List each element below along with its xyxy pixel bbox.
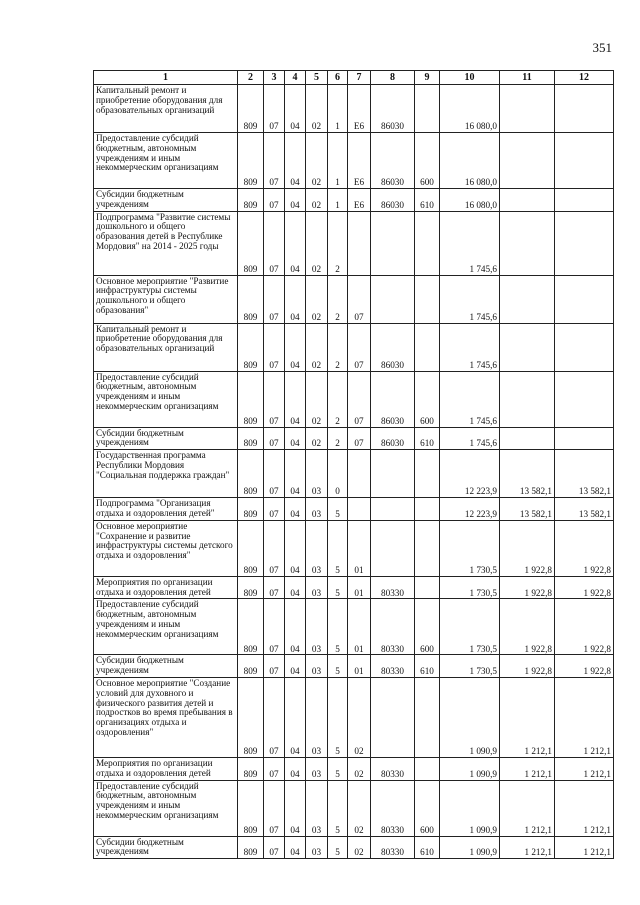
cell-col-12: 13 582,1 <box>555 498 614 521</box>
cell-col-6: 1 <box>328 85 348 133</box>
table-body <box>94 85 614 859</box>
cell-col-6: 1 <box>328 133 348 189</box>
table-row <box>94 450 614 498</box>
cell-col-8: 80330 <box>371 757 415 780</box>
cell-col-10: 1 745,6 <box>440 371 500 427</box>
cell-col-8: 86030 <box>371 427 415 450</box>
cell-col-11: 13 582,1 <box>500 498 555 521</box>
cell-col-2: 809 <box>238 189 264 212</box>
row-label: Основное мероприятие "Сохранение и развитие инфраструктуры системы детского отдыха и оздоровления" <box>94 520 238 576</box>
cell-col-7: Е6 <box>348 189 371 212</box>
cell-col-9: 600 <box>415 780 440 836</box>
cell-col-2: 809 <box>238 520 264 576</box>
cell-col-12 <box>555 275 614 323</box>
cell-col-7: 01 <box>348 655 371 678</box>
table-row <box>94 189 614 212</box>
cell-col-2: 809 <box>238 371 264 427</box>
cell-col-3: 07 <box>264 655 285 678</box>
cell-col-8 <box>371 520 415 576</box>
cell-col-8 <box>371 677 415 757</box>
cell-col-12 <box>555 323 614 371</box>
cell-col-5: 03 <box>306 520 328 576</box>
cell-col-2: 809 <box>238 133 264 189</box>
cell-col-12: 1 212,1 <box>555 677 614 757</box>
row-label: Предоставление субсидий бюджетным, автономным учреждениям и иным некоммерческим организациям <box>94 133 238 189</box>
cell-col-2: 809 <box>238 836 264 859</box>
row-label: Основное мероприятие "Создание условий для духовного и физического развития детей и подростков во время пребывания в организациях отдыха и оздоровления" <box>94 677 238 757</box>
cell-col-5: 02 <box>306 371 328 427</box>
cell-col-12: 1 212,1 <box>555 836 614 859</box>
table-row <box>94 85 614 133</box>
cell-col-7: 01 <box>348 576 371 599</box>
cell-col-5: 02 <box>306 189 328 212</box>
cell-col-6: 1 <box>328 189 348 212</box>
cell-col-9: 600 <box>415 133 440 189</box>
cell-col-7: 02 <box>348 757 371 780</box>
cell-col-7: 02 <box>348 677 371 757</box>
cell-col-9: 600 <box>415 371 440 427</box>
cell-col-3: 07 <box>264 85 285 133</box>
table-header-row <box>94 71 614 85</box>
cell-col-12 <box>555 427 614 450</box>
cell-col-8: 86030 <box>371 85 415 133</box>
cell-col-4: 04 <box>285 189 306 212</box>
cell-col-7: 07 <box>348 371 371 427</box>
cell-col-2: 809 <box>238 498 264 521</box>
table-row <box>94 427 614 450</box>
cell-col-7 <box>348 211 371 275</box>
cell-col-5: 03 <box>306 655 328 678</box>
cell-col-6: 2 <box>328 323 348 371</box>
table-row <box>94 599 614 655</box>
cell-col-10: 16 080,0 <box>440 189 500 212</box>
cell-col-7: 07 <box>348 427 371 450</box>
cell-col-6: 5 <box>328 599 348 655</box>
cell-col-4: 04 <box>285 133 306 189</box>
row-label: Мероприятия по организации отдыха и оздоровления детей <box>94 576 238 599</box>
cell-col-4: 04 <box>285 498 306 521</box>
column-header: 2 <box>238 71 264 85</box>
cell-col-11 <box>500 275 555 323</box>
column-header: 1 <box>94 71 238 85</box>
column-header: 5 <box>306 71 328 85</box>
cell-col-11: 1 922,8 <box>500 599 555 655</box>
cell-col-11 <box>500 133 555 189</box>
cell-col-3: 07 <box>264 836 285 859</box>
cell-col-10: 1 730,5 <box>440 520 500 576</box>
cell-col-9: 610 <box>415 836 440 859</box>
cell-col-4: 04 <box>285 323 306 371</box>
cell-col-9 <box>415 211 440 275</box>
column-header: 6 <box>328 71 348 85</box>
row-label: Предоставление субсидий бюджетным, автономным учреждениям и иным некоммерческим организациям <box>94 780 238 836</box>
cell-col-11: 1 212,1 <box>500 836 555 859</box>
cell-col-8 <box>371 450 415 498</box>
cell-col-10: 16 080,0 <box>440 133 500 189</box>
cell-col-5: 03 <box>306 498 328 521</box>
cell-col-9 <box>415 85 440 133</box>
cell-col-10: 1 090,9 <box>440 757 500 780</box>
row-label: Мероприятия по организации отдыха и оздоровления детей <box>94 757 238 780</box>
table-row <box>94 677 614 757</box>
row-label: Капитальный ремонт и приобретение оборудования для образовательных организаций <box>94 323 238 371</box>
cell-col-5: 02 <box>306 323 328 371</box>
cell-col-8 <box>371 498 415 521</box>
cell-col-2: 809 <box>238 323 264 371</box>
table-row <box>94 498 614 521</box>
cell-col-5: 03 <box>306 599 328 655</box>
cell-col-2: 809 <box>238 576 264 599</box>
cell-col-3: 07 <box>264 323 285 371</box>
row-label: Капитальный ремонт и приобретение оборудования для образовательных организаций <box>94 85 238 133</box>
cell-col-3: 07 <box>264 133 285 189</box>
cell-col-11 <box>500 371 555 427</box>
cell-col-10: 1 090,9 <box>440 780 500 836</box>
cell-col-7 <box>348 450 371 498</box>
cell-col-7: 02 <box>348 780 371 836</box>
cell-col-9: 610 <box>415 189 440 212</box>
cell-col-4: 04 <box>285 757 306 780</box>
cell-col-11 <box>500 211 555 275</box>
cell-col-4: 04 <box>285 371 306 427</box>
cell-col-2: 809 <box>238 211 264 275</box>
cell-col-2: 809 <box>238 450 264 498</box>
cell-col-5: 03 <box>306 757 328 780</box>
cell-col-4: 04 <box>285 85 306 133</box>
cell-col-9 <box>415 757 440 780</box>
cell-col-12: 1 922,8 <box>555 599 614 655</box>
cell-col-6: 5 <box>328 576 348 599</box>
row-label: Подпрограмма "Развитие системы дошкольного и общего образования детей в Республике Мордовия" на 2014 - 2025 годы <box>94 211 238 275</box>
column-header: 8 <box>371 71 415 85</box>
cell-col-7: 01 <box>348 599 371 655</box>
cell-col-4: 04 <box>285 427 306 450</box>
cell-col-12 <box>555 371 614 427</box>
cell-col-2: 809 <box>238 780 264 836</box>
cell-col-11 <box>500 427 555 450</box>
table-row <box>94 655 614 678</box>
cell-col-12 <box>555 189 614 212</box>
table-row <box>94 520 614 576</box>
column-header: 10 <box>440 71 500 85</box>
table-row <box>94 323 614 371</box>
cell-col-7: 02 <box>348 836 371 859</box>
cell-col-5: 02 <box>306 133 328 189</box>
cell-col-9 <box>415 498 440 521</box>
cell-col-8: 80330 <box>371 780 415 836</box>
cell-col-8: 86030 <box>371 371 415 427</box>
cell-col-12 <box>555 85 614 133</box>
cell-col-12 <box>555 211 614 275</box>
cell-col-8: 86030 <box>371 133 415 189</box>
cell-col-10: 16 080,0 <box>440 85 500 133</box>
cell-col-3: 07 <box>264 189 285 212</box>
cell-col-10: 12 223,9 <box>440 450 500 498</box>
cell-col-4: 04 <box>285 655 306 678</box>
cell-col-9: 600 <box>415 599 440 655</box>
cell-col-5: 03 <box>306 677 328 757</box>
cell-col-5: 03 <box>306 780 328 836</box>
cell-col-3: 07 <box>264 757 285 780</box>
cell-col-5: 02 <box>306 275 328 323</box>
table-row <box>94 780 614 836</box>
cell-col-6: 2 <box>328 275 348 323</box>
table-row <box>94 211 614 275</box>
cell-col-2: 809 <box>238 757 264 780</box>
cell-col-3: 07 <box>264 780 285 836</box>
cell-col-4: 04 <box>285 780 306 836</box>
cell-col-4: 04 <box>285 599 306 655</box>
cell-col-6: 0 <box>328 450 348 498</box>
cell-col-3: 07 <box>264 520 285 576</box>
table-row <box>94 757 614 780</box>
cell-col-12: 1 922,8 <box>555 520 614 576</box>
cell-col-6: 2 <box>328 427 348 450</box>
cell-col-3: 07 <box>264 599 285 655</box>
row-label: Государственная программа Республики Мордовия "Социальная поддержка граждан" <box>94 450 238 498</box>
cell-col-2: 809 <box>238 85 264 133</box>
table-row <box>94 836 614 859</box>
cell-col-12: 1 212,1 <box>555 757 614 780</box>
cell-col-8: 86030 <box>371 323 415 371</box>
cell-col-9: 610 <box>415 655 440 678</box>
cell-col-7: Е6 <box>348 85 371 133</box>
cell-col-8: 80330 <box>371 576 415 599</box>
cell-col-11: 1 212,1 <box>500 757 555 780</box>
cell-col-9 <box>415 520 440 576</box>
cell-col-3: 07 <box>264 498 285 521</box>
cell-col-5: 02 <box>306 427 328 450</box>
cell-col-5: 03 <box>306 576 328 599</box>
row-label: Субсидии бюджетным учреждениям <box>94 427 238 450</box>
cell-col-2: 809 <box>238 655 264 678</box>
cell-col-12: 1 922,8 <box>555 655 614 678</box>
cell-col-10: 1 745,6 <box>440 323 500 371</box>
cell-col-5: 03 <box>306 450 328 498</box>
cell-col-6: 5 <box>328 655 348 678</box>
cell-col-10: 12 223,9 <box>440 498 500 521</box>
cell-col-12: 1 212,1 <box>555 780 614 836</box>
cell-col-3: 07 <box>264 576 285 599</box>
cell-col-7: 07 <box>348 323 371 371</box>
row-label: Основное мероприятие "Развитие инфраструктуры системы дошкольного и общего образования" <box>94 275 238 323</box>
cell-col-8: 80330 <box>371 836 415 859</box>
cell-col-9: 610 <box>415 427 440 450</box>
cell-col-7: 01 <box>348 520 371 576</box>
column-header: 9 <box>415 71 440 85</box>
cell-col-5: 03 <box>306 836 328 859</box>
table-row <box>94 576 614 599</box>
row-label: Предоставление субсидий бюджетным, автономным учреждениям и иным некоммерческим организациям <box>94 371 238 427</box>
cell-col-10: 1 745,6 <box>440 275 500 323</box>
cell-col-8 <box>371 211 415 275</box>
cell-col-4: 04 <box>285 836 306 859</box>
column-header: 7 <box>348 71 371 85</box>
cell-col-10: 1 730,5 <box>440 576 500 599</box>
cell-col-4: 04 <box>285 576 306 599</box>
cell-col-9 <box>415 576 440 599</box>
cell-col-3: 07 <box>264 677 285 757</box>
cell-col-2: 809 <box>238 427 264 450</box>
row-label: Субсидии бюджетным учреждениям <box>94 655 238 678</box>
cell-col-11 <box>500 189 555 212</box>
cell-col-7: Е6 <box>348 133 371 189</box>
cell-col-3: 07 <box>264 427 285 450</box>
cell-col-2: 809 <box>238 275 264 323</box>
budget-table <box>93 70 614 859</box>
cell-col-6: 5 <box>328 677 348 757</box>
cell-col-11: 1 212,1 <box>500 780 555 836</box>
cell-col-4: 04 <box>285 211 306 275</box>
cell-col-6: 5 <box>328 836 348 859</box>
cell-col-11: 1 212,1 <box>500 677 555 757</box>
cell-col-8: 80330 <box>371 655 415 678</box>
cell-col-3: 07 <box>264 211 285 275</box>
table-row <box>94 275 614 323</box>
cell-col-8 <box>371 275 415 323</box>
cell-col-6: 5 <box>328 520 348 576</box>
cell-col-7 <box>348 498 371 521</box>
cell-col-11: 1 922,8 <box>500 655 555 678</box>
cell-col-10: 1 730,5 <box>440 599 500 655</box>
cell-col-10: 1 090,9 <box>440 836 500 859</box>
cell-col-11: 1 922,8 <box>500 520 555 576</box>
cell-col-12 <box>555 133 614 189</box>
table-row <box>94 371 614 427</box>
cell-col-2: 809 <box>238 599 264 655</box>
cell-col-10: 1 090,9 <box>440 677 500 757</box>
cell-col-2: 809 <box>238 677 264 757</box>
row-label: Предоставление субсидий бюджетным, автономным учреждениям и иным некоммерческим организациям <box>94 599 238 655</box>
cell-col-9 <box>415 275 440 323</box>
row-label: Подпрограмма "Организация отдыха и оздоровления детей" <box>94 498 238 521</box>
cell-col-3: 07 <box>264 371 285 427</box>
table-row <box>94 133 614 189</box>
cell-col-5: 02 <box>306 211 328 275</box>
cell-col-9 <box>415 677 440 757</box>
column-header: 12 <box>555 71 614 85</box>
cell-col-6: 2 <box>328 211 348 275</box>
cell-col-3: 07 <box>264 450 285 498</box>
column-header: 11 <box>500 71 555 85</box>
cell-col-12: 13 582,1 <box>555 450 614 498</box>
cell-col-7: 07 <box>348 275 371 323</box>
page-number: 351 <box>592 40 612 55</box>
cell-col-10: 1 745,6 <box>440 427 500 450</box>
cell-col-5: 02 <box>306 85 328 133</box>
column-header: 3 <box>264 71 285 85</box>
cell-col-9 <box>415 450 440 498</box>
cell-col-6: 5 <box>328 757 348 780</box>
cell-col-6: 5 <box>328 498 348 521</box>
cell-col-4: 04 <box>285 520 306 576</box>
cell-col-10: 1 745,6 <box>440 211 500 275</box>
cell-col-9 <box>415 323 440 371</box>
row-label: Субсидии бюджетным учреждениям <box>94 836 238 859</box>
cell-col-3: 07 <box>264 275 285 323</box>
cell-col-6: 2 <box>328 371 348 427</box>
cell-col-4: 04 <box>285 677 306 757</box>
cell-col-11: 1 922,8 <box>500 576 555 599</box>
cell-col-4: 04 <box>285 450 306 498</box>
cell-col-11 <box>500 85 555 133</box>
cell-col-4: 04 <box>285 275 306 323</box>
cell-col-6: 5 <box>328 780 348 836</box>
cell-col-11: 13 582,1 <box>500 450 555 498</box>
cell-col-12: 1 922,8 <box>555 576 614 599</box>
cell-col-10: 1 730,5 <box>440 655 500 678</box>
cell-col-8: 80330 <box>371 599 415 655</box>
cell-col-8: 86030 <box>371 189 415 212</box>
column-header: 4 <box>285 71 306 85</box>
row-label: Субсидии бюджетным учреждениям <box>94 189 238 212</box>
cell-col-11 <box>500 323 555 371</box>
